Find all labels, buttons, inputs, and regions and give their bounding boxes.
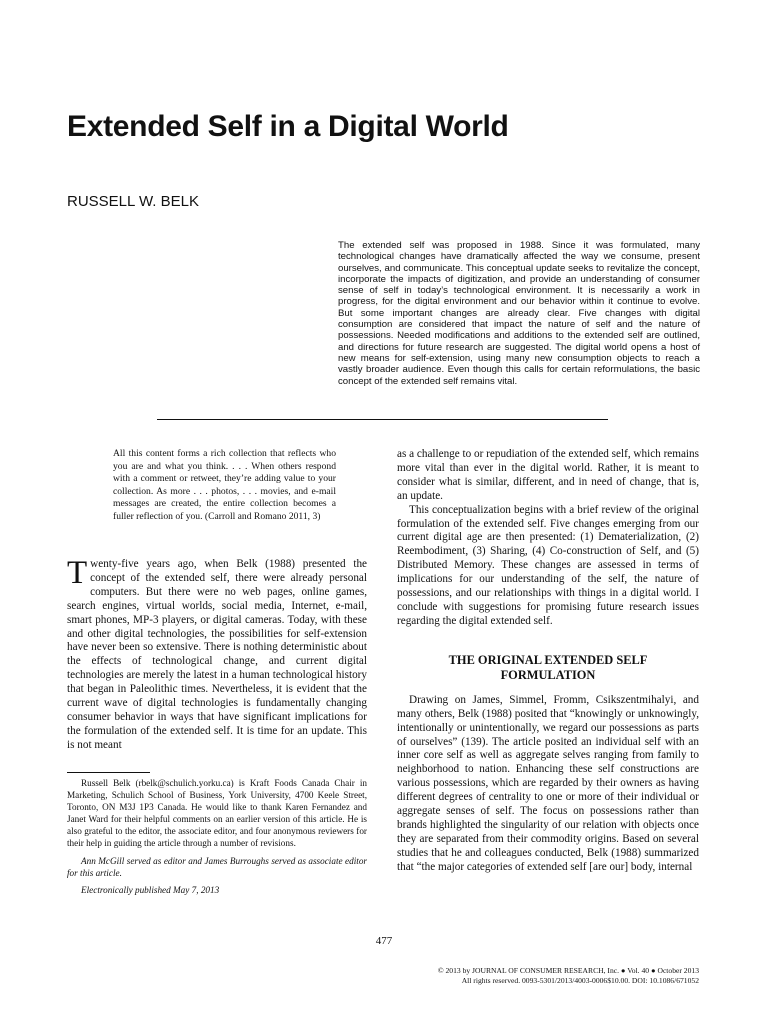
epigraph: All this content forms a rich collection that reflects who you are and what you think. . . . When others respond with a comment or retweet, they’re adding value to your collection. As more . . . photos, . . . movies, and e-mail messages are created, the entire collection becomes a fuller reflection of you. (Carroll and Romano 2011, 3): [113, 448, 336, 522]
paragraph-continued: as a challenge to or repudiation of the extended self, which remains more vital than ever in the digital world. Rather, it is meant to consider what is similar, different, and in need of change, that is, an update.: [397, 448, 699, 502]
paragraph-original-formulation: Drawing on James, Simmel, Fromm, Csikszentmihalyi, and many others, Belk (1988) posited that “knowingly or unknowingly, intentionally or unintentionally, we regard our possessions as parts of ourselves” (139). The article posited an individual self with an inner core self as well as aggregate selves ranging from family to neighborhood to nation. Enhancing these self constructions are various possessions, which are regarded by their owners as having different degrees of centrality to one or more of their individual or aggregate senses of self. The focus on possessions rather than brands highlighted the singularity of our relation with objects once they are separated from their commodity origins. Based on several studies that he and colleagues conducted, Belk (1988) summarized that “the major categories of extended self [are our] body, internal: [397, 693, 699, 873]
article-title: Extended Self in a Digital World: [67, 110, 509, 143]
section-heading-line-2: FORMULATION: [500, 668, 596, 683]
page-number: 477: [375, 935, 393, 947]
abstract: The extended self was proposed in 1988. Since it was formulated, many technological changes have dramatically affected the way we consume, present ourselves, and communicate. This conceptual update seeks to revitalize the concept, incorporate the impacts of digitization, and provide an understanding of consumer sense of self in today’s technological environment. It is necessarily a work in progress, for the digital environment and our behavior within it continue to evolve. But some important changes are already clear. Five changes with digital consumption are considered that impact the nature of self and the nature of possessions. Needed modifications and additions to the extended self are outlined, and directions for future research are suggested. The digital world opens a host of new means for self-extension, using many new consumption objects to reach a vastly broader audience. Even though this calls for certain reformulations, the basic concept of the extended self remains vital.: [338, 240, 700, 387]
abstract-divider: [157, 419, 608, 420]
author-name: RUSSELL W. BELK: [67, 193, 199, 210]
author-note: Russell Belk (rbelk@schulich.yorku.ca) is Kraft Foods Canada Chair in Marketing, Schulich School of Business, York University, 4700 Keele Street, Toronto, ON M3J 1P3 Canada. He would like to thank Karen Fernandez and Janet Ward for their helpful comments on an earlier version of this article. He is also grateful to the editor, the associate editor, and four anonymous reviewers for their help in guiding the article through a number of revisions.: [67, 778, 367, 849]
editor-note: Ann McGill served as editor and James Burroughs served as associate editor for this article.: [67, 855, 367, 878]
published-note: Electronically published May 7, 2013: [81, 884, 220, 895]
section-heading-line-1: THE ORIGINAL EXTENDED SELF: [448, 652, 648, 667]
body-right-column: [397, 448, 699, 875]
drop-cap: T: [67, 555, 88, 591]
footnotes: [67, 772, 367, 896]
section-heading: [397, 653, 699, 684]
intro-text: wenty-five years ago, when Belk (1988) presented the concept of the extended self, there were already personal computers. But there were no web pages, online games, search engines, virtual worlds, social media, Internet, e-mail, smart phones, MP-3 players, or digital cameras. Today, with these and other digital technologies, the possibilities for self-extension have never been so extensive. There is nothing deterministic about the effects of technological change, and current digital technologies are merely the latest in a human technological history that began in Paleolithic times. Nevertheless, it is evident that the current wave of digital technologies is fundamentally changing consumer behavior in ways that have significant implications for the formulation of the extended self. It is time for an update. This is not meant: [67, 558, 367, 751]
intro-paragraph: [67, 555, 367, 753]
copyright-line-2: All rights reserved. 0093-5301/2013/4003-0006$10.00. DOI: 10.1086/671052: [461, 976, 699, 986]
paragraph-overview: This conceptualization begins with a brief review of the original formulation of the extended self. Five changes emerging from our current digital age are then presented: (1) Dematerialization, (2) Reembodiment, (3) Sharing, (4) Co-construction of Self, and (5) Distributed Memory. These changes are assessed in terms of implications for our understanding of the self, the nature of possessions, and our relationships with things in a digital world. I conclude with suggestions for promising future research issues regarding the digital extended self.: [397, 503, 699, 627]
copyright-notice: [398, 966, 699, 986]
body-left-column: [67, 555, 367, 753]
copyright-line-1: © 2013 by JOURNAL OF CONSUMER RESEARCH, Inc. ● Vol. 40 ● October 2013: [437, 966, 699, 975]
